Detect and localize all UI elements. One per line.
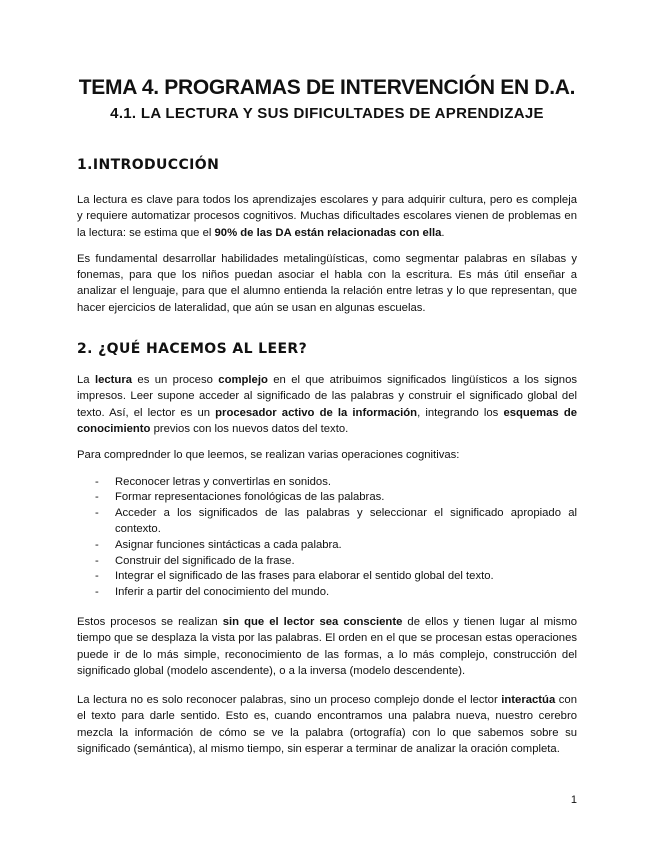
bold-text: sin que el lector sea consciente <box>222 615 403 628</box>
list-item: - Reconocer letras y convertirlas en sonidos. <box>77 475 577 491</box>
paragraph-operaciones-intro: Para comprednder lo que leemos, se realizan varias operaciones cognitivas: <box>77 449 460 462</box>
list-item: - Construir del significado de la frase. <box>77 554 577 570</box>
paragraph-intro-1: La lectura es clave para todos los aprendizajes escolares y para adquirir cultura, pero es compleja y requiere automatizar procesos cognitivos. Muchas dificultades escolares vienen de problemas en la lectura: se estima que el 90% de las DA están relacionadas con ella. <box>77 194 577 239</box>
list-item: - Integrar el significado de las frases para elaborar el sentido global del texto. <box>77 569 577 585</box>
page-number: 1 <box>570 794 577 806</box>
list-item: - Formar representaciones fonológicas de las palabras. <box>77 490 577 506</box>
dash-bullet: - <box>95 586 99 599</box>
document-title: TEMA 4. PROGRAMAS DE INTERVENCIÓN EN D.A. <box>78 76 576 99</box>
section-heading-introduccion: 1.INTRODUCCIÓN <box>77 157 220 173</box>
paragraph-interaccion: La lectura no es solo reconocer palabras, sino un proceso complejo donde el lector interactúa con el texto para darle sentido. Esto es, cuando encontramos una palabra nueva, nuestro cerebro mezcla la información de cómo se ve la palabra (ortografía) con lo que sabemos sobre su significado (semántica), al mismo tiempo, sin esperar a terminar de analizar la oración completa. <box>77 694 577 756</box>
list-item: - Acceder a los significados de las palabras y seleccionar el significado apropiado al contexto. <box>95 507 577 535</box>
dash-bullet: - <box>95 507 99 520</box>
paragraph-intro-2: Es fundamental desarrollar habilidades metalingüísticas, como segmentar palabras en sílabas y fonemas, para que los niños puedan asociar el habla con la escritura. Es más útil enseñar a analizar el lenguaje, para que el alumno entienda la relación entre letras y lo que representan, que hacer ejercicios de lateralidad, que aún se usan en algunas escuelas. <box>77 252 577 314</box>
dash-bullet: - <box>95 538 99 551</box>
list-item: - Inferir a partir del conocimiento del mundo. <box>77 585 577 601</box>
section-heading-que-hacemos: 2. ¿QUÉ HACEMOS AL LEER? <box>77 341 308 358</box>
bold-text: esquemas de conocimiento <box>77 406 578 435</box>
list-item: - Asignar funciones sintácticas a cada palabra. <box>77 538 577 554</box>
cognitive-operations-list <box>77 475 577 601</box>
dash-bullet: - <box>95 570 99 583</box>
dash-bullet: - <box>95 475 99 488</box>
dash-bullet: - <box>95 491 99 504</box>
bold-text: interactúa <box>501 694 556 707</box>
bold-text: procesador activo de la información <box>215 406 418 419</box>
dash-bullet: - <box>95 554 99 567</box>
paragraph-lectura-definicion: La lectura es un proceso complejo en el que atribuimos significados lingüísticos a los signos impresos. Leer supone acceder al significado de las palabras y construir el significado global del texto. Así, el lector es un procesador activo de la información, integrando los esquemas de conocimiento previos con los nuevos datos del texto. <box>77 374 578 435</box>
document-subtitle: 4.1. LA LECTURA Y SUS DIFICULTADES DE APRENDIZAJE <box>110 105 544 122</box>
bold-text: lectura <box>94 374 133 387</box>
paragraph-procesos: Estos procesos se realizan sin que el lector sea consciente de ellos y tienen lugar al mismo tiempo que se desplaza la vista por las palabras. El orden en el que se procesan estas operaciones puede ir de lo más simple, reconocimiento de las formas, a lo más complejo, construcción del significado global (modelo ascendente), o a la inversa (modelo descendente). <box>77 615 578 677</box>
bold-text: complejo <box>218 374 268 387</box>
bold-text: 90% de las DA están relacionadas con ella <box>214 226 442 239</box>
